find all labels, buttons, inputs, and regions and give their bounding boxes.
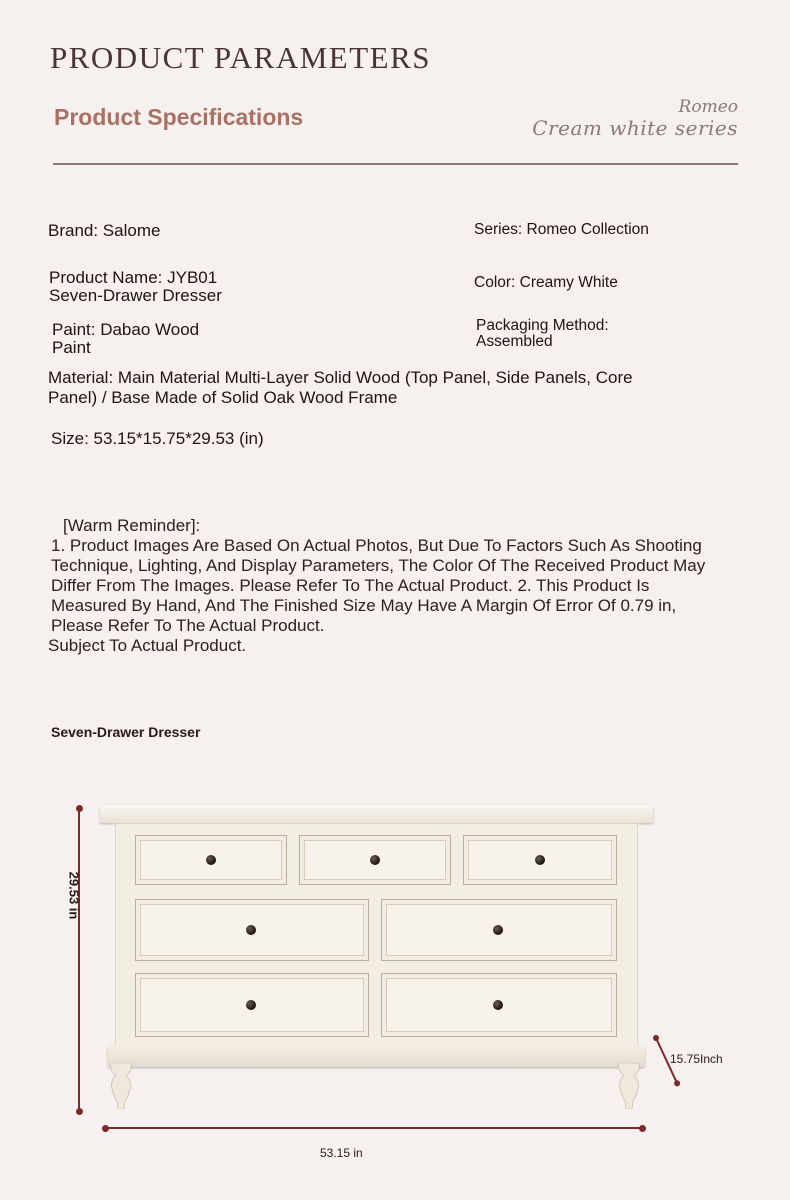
dresser-illustration: [100, 805, 655, 1115]
depth-label: 15.75Inch: [670, 1052, 723, 1066]
height-dimension-line: [78, 808, 80, 1112]
section-subtitle: Product Specifications: [54, 104, 304, 130]
dresser-body: [115, 823, 638, 1051]
series-tagline: Cream white series: [532, 115, 738, 140]
warm-reminder: [48, 516, 705, 656]
drawer-bottom-right: [381, 973, 617, 1037]
knob-icon: [370, 855, 380, 865]
page-title: PRODUCT PARAMETERS: [50, 40, 432, 75]
knob-icon: [493, 925, 503, 935]
drawer-top-middle: [299, 835, 451, 885]
spec-series: Series: Romeo Collection: [474, 221, 649, 238]
spec-packaging-line2: Assembled: [476, 333, 553, 351]
height-label: 29.53 in: [66, 871, 82, 920]
figure-caption: Seven-Drawer Dresser: [51, 724, 201, 740]
knob-icon: [535, 855, 545, 865]
reminder-line: Differ From The Images. Please Refer To The Actual Product. 2. This Product Is: [51, 576, 650, 595]
drawer-top-right: [463, 835, 617, 885]
dresser-leg-right: [616, 1063, 642, 1109]
spec-material-line2: Panel) / Base Made of Solid Oak Wood Frame: [48, 388, 398, 407]
spec-product-name-line1: Product Name: JYB01: [49, 268, 218, 287]
series-name: Romeo: [678, 97, 738, 117]
drawer-bottom-left: [135, 973, 369, 1037]
series-signature: [532, 98, 738, 139]
header-divider: [53, 163, 738, 165]
spec-brand: Brand: Salome: [48, 221, 161, 240]
spec-packaging: [476, 318, 609, 351]
spec-material: [48, 368, 633, 408]
width-label: 53.15 in: [320, 1146, 363, 1160]
width-dimension-line: [105, 1127, 643, 1129]
knob-icon: [246, 1000, 256, 1010]
spec-packaging-line1: Packaging Method:: [476, 317, 609, 334]
reminder-line: Measured By Hand, And The Finished Size May Have A Margin Of Error Of 0.79 in,: [51, 596, 677, 615]
spec-paint-line2: Paint: [52, 337, 91, 357]
reminder-line: Technique, Lighting, And Display Parameters, The Color Of The Received Product May: [51, 556, 706, 575]
reminder-line: Please Refer To The Actual Product.: [51, 616, 325, 635]
drawer-middle-left: [135, 899, 369, 961]
dresser-top-panel: [100, 805, 653, 823]
spec-product-name-line2: Seven-Drawer Dresser: [49, 285, 222, 305]
reminder-line: Subject To Actual Product.: [48, 636, 247, 655]
knob-icon: [246, 925, 256, 935]
spec-paint: [52, 321, 199, 357]
spec-product-name: [49, 269, 222, 305]
knob-icon: [493, 1000, 503, 1010]
reminder-heading: [Warm Reminder]:: [63, 516, 201, 535]
dresser-plinth: [108, 1045, 645, 1067]
spec-material-line1: Material: Main Material Multi-Layer Solid Wood (Top Panel, Side Panels, Core: [48, 368, 633, 387]
knob-icon: [206, 855, 216, 865]
spec-color: Color: Creamy White: [474, 274, 618, 291]
dresser-leg-left: [108, 1063, 134, 1109]
reminder-line: 1. Product Images Are Based On Actual Photos, But Due To Factors Such As Shooting: [51, 536, 702, 555]
spec-paint-line1: Paint: Dabao Wood: [52, 320, 200, 339]
spec-size: Size: 53.15*15.75*29.53 (in): [51, 429, 264, 448]
drawer-top-left: [135, 835, 287, 885]
drawer-middle-right: [381, 899, 617, 961]
